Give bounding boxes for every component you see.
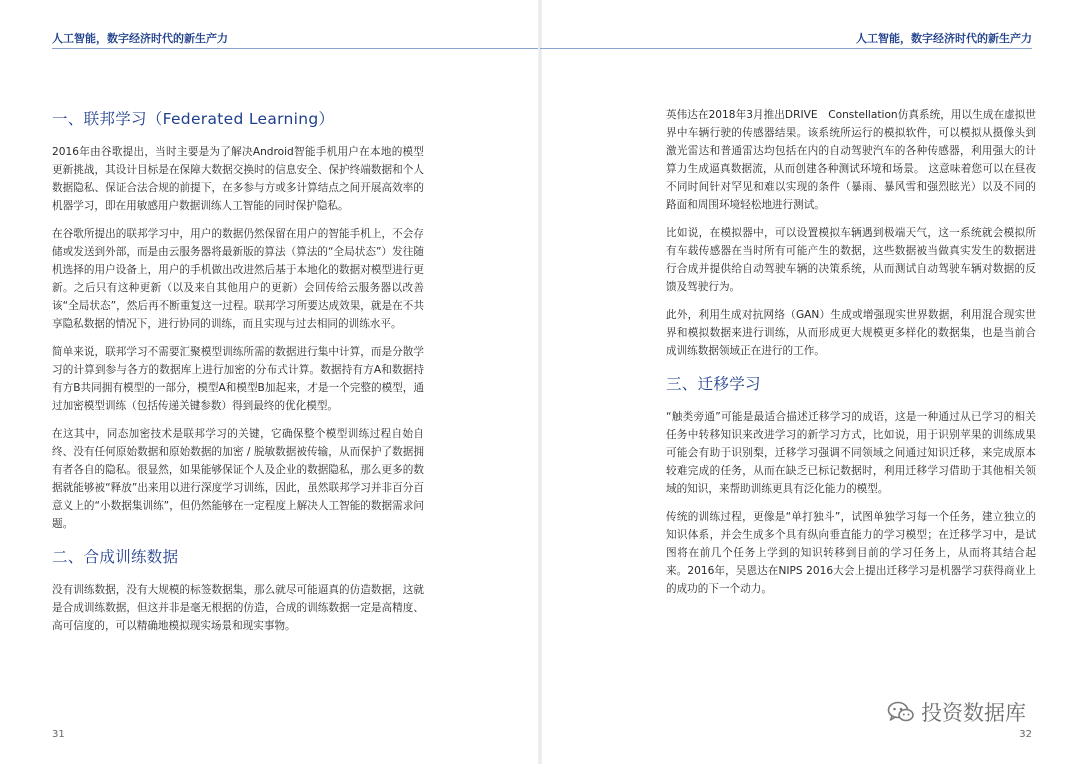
paragraph-federated-process: 在谷歌所提出的联邦学习中，用户的数据仍然保留在用户的智能手机上，不会存储或发送到外部，而是由云服务器将最新版的算法（算法的“全局状态”）发往随机选择的用户设备上，用户的手机做出改进然后基于本地化的数据对模型进行更新。之后只有这种更新（以及来自其他用户的更新）会回传给云服务器以改善该“全局状态”，然后再不断重复这一过程。联邦学习所要达成效果，就是在不共享隐私数据的情况下，进行协同的训练，而且实现与过去相同的训练水平。 [52, 228, 424, 330]
wechat-icon [887, 700, 915, 724]
section-title-transfer-learning: 三、迁移学习 [666, 375, 761, 393]
paragraph-homomorphic-encryption: 在这其中，同态加密技术是联邦学习的关键，它确保整个模型训练过程自始自终、没有任何原始数据和原始数据的加密 / 脱敏数据被传输，从而保护了数据拥有者各自的隐私。很显然，如果能够保证个人及企业的数据隐私，那么更多的数据就能够被“释放”出来用以进行深度学习训练，因此，虽然联邦学习并非百分百意义上的“小数据集训练”，但仍然能够在一定程度上解决人工智能的数据需求问题。 [52, 428, 424, 530]
paragraph-gan: 此外，利用生成对抗网络（GAN）生成或增强现实世界数据，利用混合现实世界和模拟数据来进行训练，从而形成更大规模更多样化的数据集，也是当前合成训练数据领域正在进行的工作。 [666, 309, 1036, 357]
header-rule-left [52, 48, 540, 49]
paragraph-synthetic-data-intro: 没有训练数据，没有大规模的标签数据集，那么就尽可能逼真的仿造数据，这就是合成训练数据，但这并非是毫无根据的仿造，合成的训练数据一定是高精度、高可信度的，可以精确地模拟现实场景和现实事物。 [52, 584, 424, 632]
header-rule-right [540, 48, 1032, 49]
watermark-text: 投资数据库 [921, 701, 1026, 725]
running-head-right: 人工智能，数字经济时代的新生产力 [856, 32, 1032, 45]
paragraph-federated-origin: 2016年由谷歌提出，当时主要是为了解决Android智能手机用户在本地的模型更新挑战，其设计目标是在保障大数据交换时的信息安全、保护终端数据和个人数据隐私、保证合法合规的前提下，在多参与方或多计算结点之间开展高效率的机器学习，即在用敏感用户数据训练人工智能的同时保护隐私。 [52, 146, 424, 212]
watermark [887, 697, 1026, 727]
paragraph-transfer-learning-definition: “触类旁通”可能是最适合描述迁移学习的成语，这是一种通过从已学习的相关任务中转移知识来改进学习的新学习方式，比如说，用于识别苹果的训练成果可能会有助于识别梨，迁移学习强调不同领域之间通过知识迁移，来完成原本较难完成的任务，从而在缺乏已标记数据时，利用迁移学习借助于其他相关领域的知识，来帮助训练更具有泛化能力的模型。 [666, 411, 1036, 495]
paragraph-federated-summary: 简单来说，联邦学习不需要汇聚模型训练所需的数据进行集中计算，而是分散学习的计算到参与各方的数据库上进行加密的分布式计算。数据持有方A和数据持有方B共同拥有模型的一部分，模型A和模型B加起来，才是一个完整的模型，通过加密模型训练（包括传递关键参数）得到最终的优化模型。 [52, 346, 424, 412]
paragraph-nvidia-drive: 英伟达在2018年3月推出DRIVE Constellation仿真系统，用以生成在虚拟世界中车辆行驶的传感器结果。该系统所运行的模拟软件，可以模拟从摄像头到激光雷达和普通雷达均包括在内的自动驾驶汽车的各种传感器，利用强大的计算力生成逼真数据流，从而创建各种测试环境和场景。 这意味着您可以在昼夜不同时间针对罕见和难以实现的条件（暴雨、暴风雪和强烈眩光）以及不同的路面和周围环境轻松地进行测试。 [666, 109, 1036, 211]
section-title-synthetic-data: 二、合成训练数据 [52, 548, 179, 566]
paragraph-transfer-learning-traditional: 传统的训练过程，更像是“单打独斗”，试图单独学习每一个任务，建立独立的知识体系，并会生成多个具有纵向垂直能力的学习模型；在迁移学习中，是试图将在前几个任务上学到的知识转移到目前的学习任务上，从而将其结合起来。2016年，吴恩达在NIPS 2016大会上提出迁移学习是机器学习获得商业上的成功的下一个动力。 [666, 511, 1036, 595]
left-page-content [52, 108, 424, 635]
section-title-federated-learning: 一、联邦学习（Federated Learning） [52, 110, 335, 128]
page-number-right: 32 [1019, 729, 1032, 740]
paragraph-simulator-example: 比如说，在模拟器中，可以设置模拟车辆遇到极端天气，这一系统就会模拟所有车载传感器在当时所有可能产生的数据，这些数据被当做真实发生的数据进行合成并提供给自动驾驶车辆的决策系统，从而测试自动驾驶车辆对数据的反馈及驾驶行为。 [666, 227, 1036, 293]
page-number-left: 31 [52, 729, 65, 740]
right-page-content [666, 106, 1036, 598]
running-head-left: 人工智能，数字经济时代的新生产力 [52, 32, 228, 45]
